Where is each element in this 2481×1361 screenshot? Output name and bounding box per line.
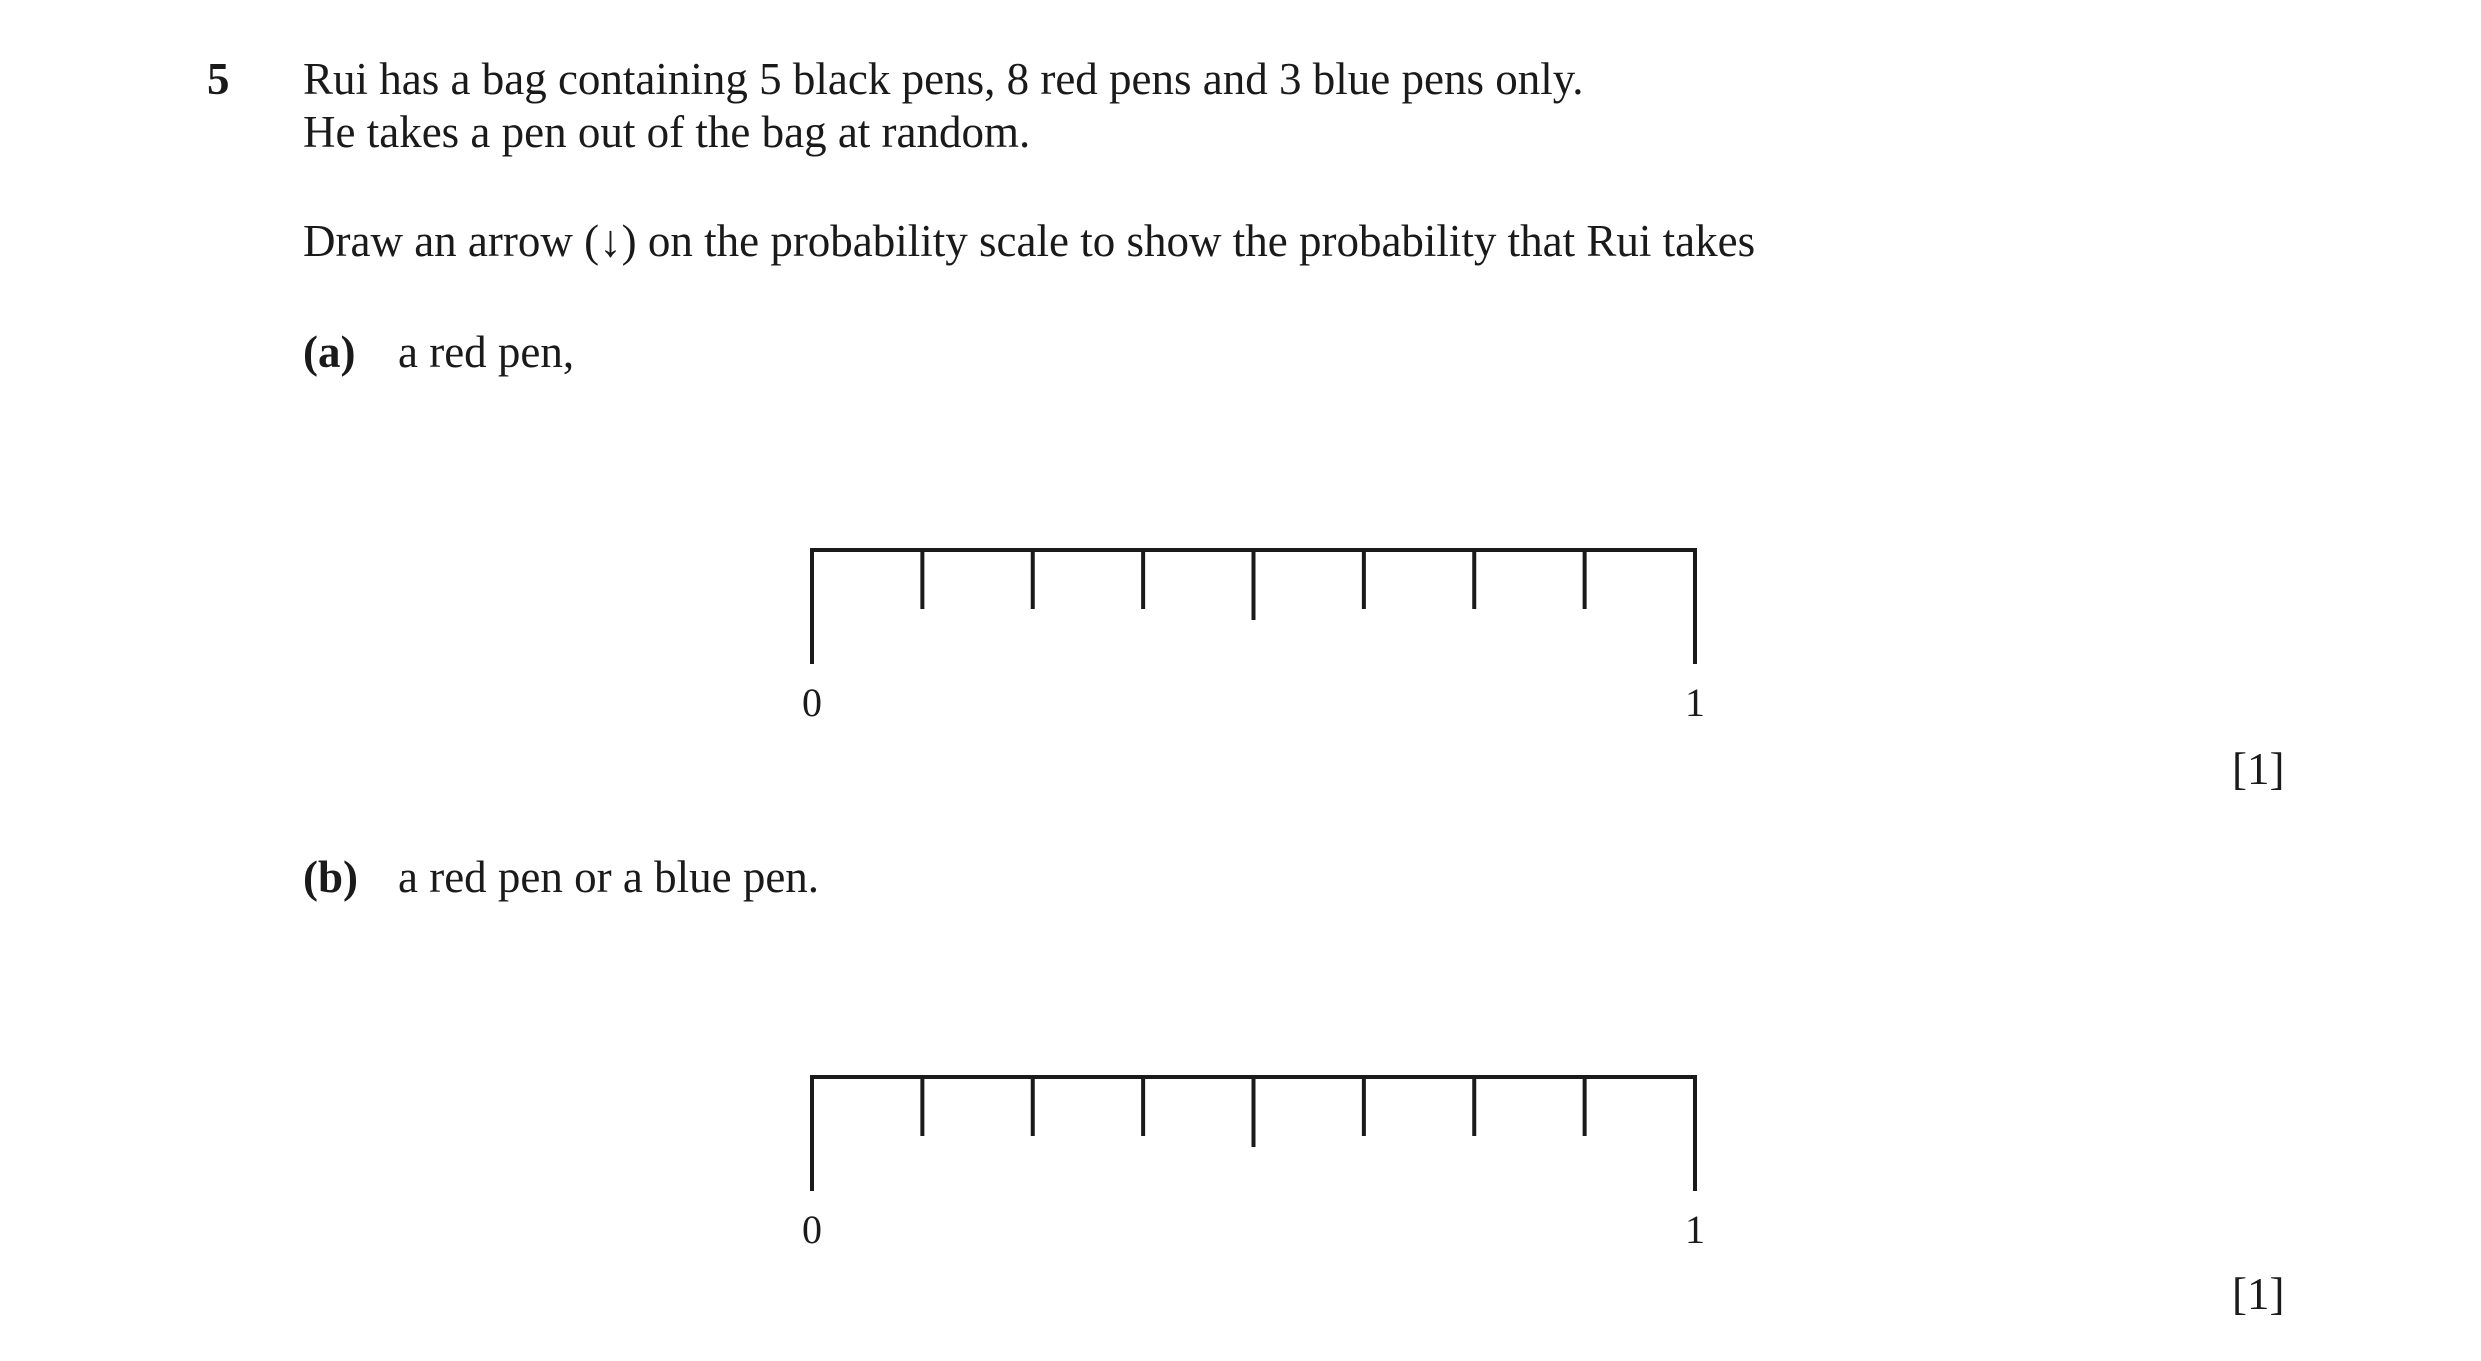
scale-b-ticks [812,1077,1695,1189]
part-a-marks: [1] [2232,744,2285,794]
question-text-line-2: He takes a pen out of the bag at random. [303,107,1031,157]
part-b-label: (b) [303,852,358,902]
part-a-label: (a) [303,327,356,377]
scale-a-min-label: 0 [802,680,822,725]
instruction-text: Draw an arrow (↓) on the probability scale to show the probability that Rui takes [303,216,1756,266]
scale-b-max-label: 1 [1685,1207,1705,1252]
question-number: 5 [207,54,230,104]
question-text-line-1: Rui has a bag containing 5 black pens, 8 red pens and 3 blue pens only. [303,54,1584,104]
part-a-text: a red pen, [398,327,575,377]
part-b-text: a red pen or a blue pen. [398,852,820,902]
scale-b-min-label: 0 [802,1207,822,1252]
scale-a-max-label: 1 [1685,680,1705,725]
part-b-marks: [1] [2232,1269,2285,1319]
